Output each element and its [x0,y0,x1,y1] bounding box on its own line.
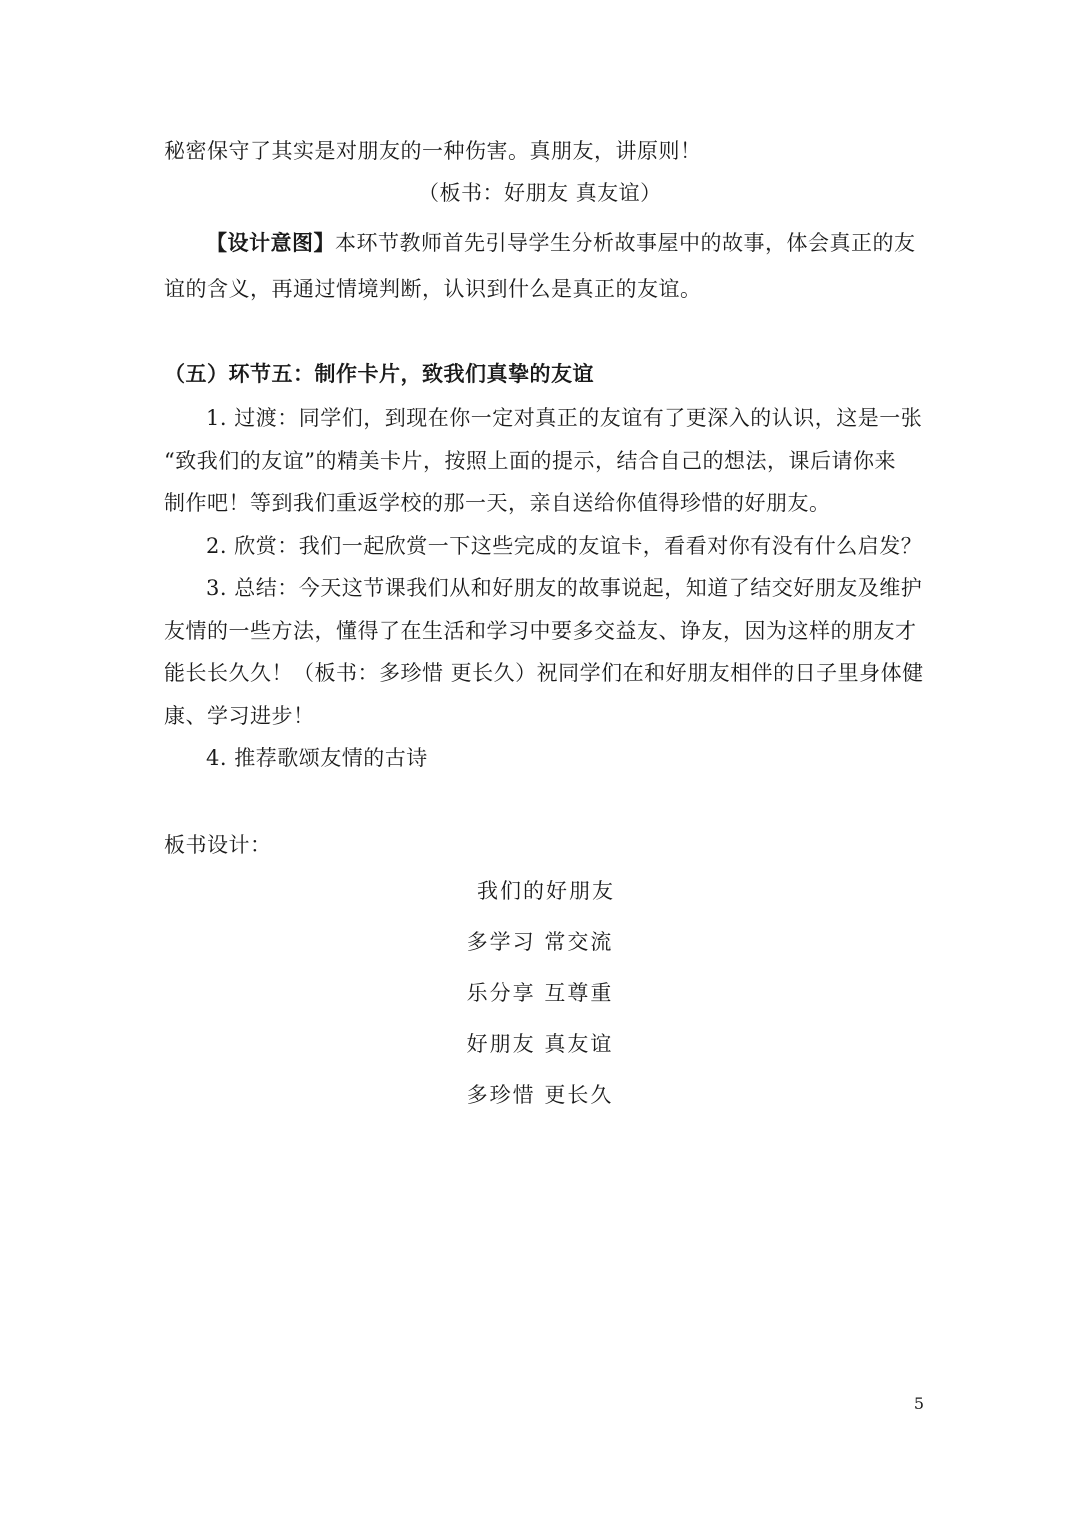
section-heading: （五）环节五：制作卡片，致我们真挚的友谊 [164,361,594,386]
list-item-2: 2. 欣赏：我们一起欣赏一下这些完成的友谊卡，看看对你有没有什么启发？ [206,534,923,558]
board-design-title: 我们的好朋友 [477,879,615,903]
list-item-4: 4. 推荐歌颂友情的古诗 [206,746,428,770]
board-note: （板书：好朋友 真友谊） [418,181,662,205]
board-design-row: 好朋友 真友谊 [466,1032,614,1056]
page-number: 5 [913,1394,924,1413]
paragraph-line: 友情的一些方法，懂得了在生活和学习中要多交益友、诤友，因为这样的朋友才 [164,619,917,643]
paragraph-line: “致我们的友谊”的精美卡片，按照上面的提示，结合自己的想法，课后请你来 [164,449,896,473]
board-design-label: 板书设计： [164,833,272,857]
paragraph-line: 谊的含义，再通过情境判断，认识到什么是真正的友谊。 [164,277,702,301]
design-intent-paragraph [206,228,966,258]
list-item-1: 1. 过渡：同学们，到现在你一定对真正的友谊有了更深入的认识，这是一张 [206,406,923,430]
design-intent-label: 【设计意图】 [206,230,335,255]
paragraph-line: 制作吧！等到我们重返学校的那一天，亲自送给你值得珍惜的好朋友。 [164,491,831,515]
paragraph-line: 能长长久久！（板书：多珍惜 更长久）祝同学们在和好朋友相伴的日子里身体健 [164,661,924,685]
design-intent-text: 本环节教师首先引导学生分析故事屋中的故事，体会真正的友 [335,231,916,255]
paragraph-line: 秘密保守了其实是对朋友的一种伤害。真朋友，讲原则！ [164,139,702,163]
board-design-row: 乐分享 互尊重 [466,981,614,1005]
list-item-3: 3. 总结：今天这节课我们从和好朋友的故事说起，知道了结交好朋友及维护 [206,576,923,600]
board-design-row: 多学习 常交流 [466,930,614,954]
paragraph-line: 康、学习进步！ [164,704,315,728]
board-design-row: 多珍惜 更长久 [466,1083,614,1107]
